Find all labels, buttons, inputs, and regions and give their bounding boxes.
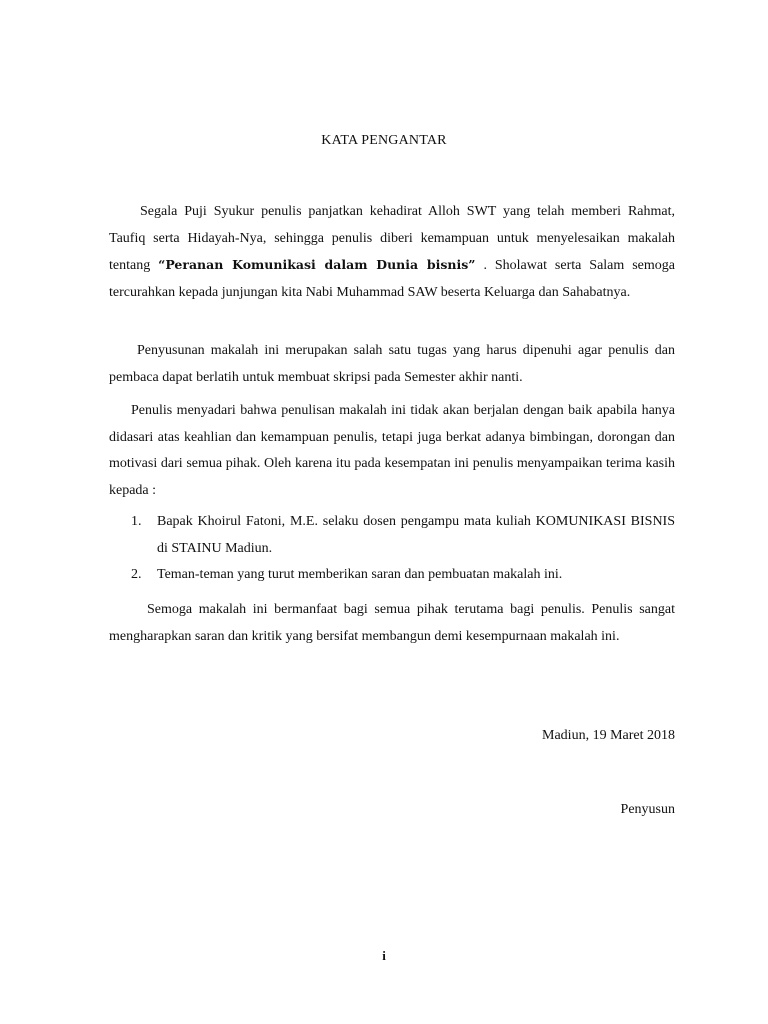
list-item-text: Bapak Khoirul Fatoni, M.E. selaku dosen pengampu mata kuliah KOMUNIKASI BISNIS di STAINU Madiun. bbox=[157, 514, 675, 556]
thanks-list bbox=[109, 509, 675, 589]
list-item-text: Teman-teman yang turut memberikan saran dan pembuatan makalah ini. bbox=[157, 567, 563, 582]
paragraph-closing: Semoga makalah ini bermanfaat bagi semua pihak terutama bagi penulis. Penulis sangat mengharapkan saran dan kritik yang bersifat membangun demi kesempurnaan makalah ini. bbox=[109, 602, 675, 644]
place-date: Madiun, 19 Maret 2018 bbox=[542, 728, 675, 743]
paper-topic-title: “Peranan Komunikasi dalam Dunia bisnis” bbox=[158, 257, 476, 272]
paragraph-opening-text-end: . Sholawat serta Salam semoga tercurahkan kepada junjungan kita Nabi Muhammad SAW beserta Keluarga dan Sahabatnya. bbox=[109, 258, 675, 300]
paragraph-opening-text: Segala Puji Syukur penulis panjatkan kehadirat Alloh SWT yang telah memberi Rahmat, Taufiq serta Hidayah-Nya, sehingga penulis diberi kemampuan untuk menyelesaikan makalah tentang bbox=[109, 204, 675, 273]
paragraph-opening bbox=[109, 199, 675, 306]
signature-author: Penyusun bbox=[620, 802, 675, 817]
list-item-number: 2. bbox=[131, 567, 142, 582]
list-item-number: 1. bbox=[131, 514, 142, 529]
paragraph-purpose: Penyusunan makalah ini merupakan salah satu tugas yang harus dipenuhi agar penulis dan pembaca dapat berlatih untuk membuat skripsi pada Semester akhir nanti. bbox=[109, 343, 675, 385]
page-number: i bbox=[382, 948, 386, 963]
paragraph-acknowledgement: Penulis menyadari bahwa penulisan makalah ini tidak akan berjalan dengan baik apabila hanya didasari atas keahlian dan kemampuan penulis, tetapi juga berkat adanya bimbingan, dorongan dan motivasi dari semua pihak. Oleh karena itu pada kesempatan ini penulis menyampaikan terima kasih kepada : bbox=[109, 403, 675, 498]
page-title: KATA PENGANTAR bbox=[321, 133, 447, 148]
list-item bbox=[109, 509, 675, 562]
list-item bbox=[109, 562, 675, 589]
